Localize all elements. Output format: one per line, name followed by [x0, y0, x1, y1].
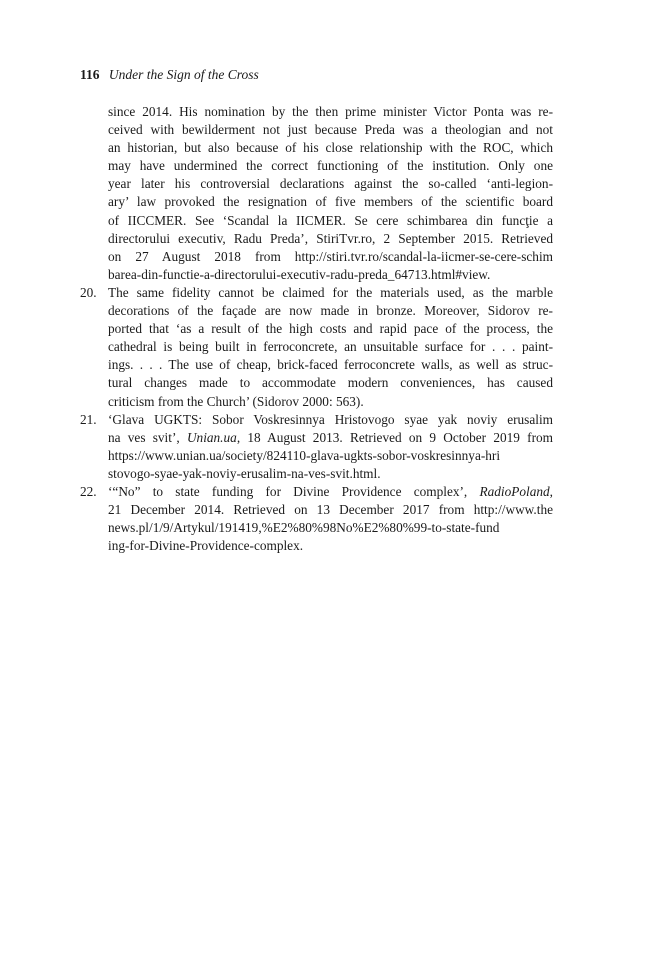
- note-line: stovogo-syae-yak-noviy-erusalim-na-ves-svit.html.: [108, 465, 381, 481]
- endnote-continuation: [80, 103, 553, 284]
- book-title: Under the Sign of the Cross: [108, 67, 259, 82]
- endnote-21: [80, 411, 553, 483]
- running-head: [80, 66, 259, 84]
- source-title: Unian.ua: [186, 429, 237, 445]
- note-line: ings. . . . The use of cheap, brick-faced ferroconcrete walls, as well as struc-: [108, 357, 553, 373]
- note-line: decorations of the façade are now made in bronze. Moreover, Sidorov re-: [108, 303, 553, 319]
- note-text: ,: [549, 483, 553, 499]
- note-line: ‘Glava UGKTS: Sobor Voskresinnya Hristovogo syae yak noviy erusalim: [108, 411, 553, 427]
- endnote-20: [80, 284, 553, 411]
- note-line: ported that ‘as a result of the high costs and rapid pace of the process, the: [108, 321, 553, 337]
- note-line: directorului executiv, Radu Preda’, StiriTvr.ro, 2 September 2015. Retrieved: [108, 230, 553, 246]
- note-line: The same fidelity cannot be claimed for the materials used, as the marble: [108, 284, 553, 300]
- note-line: news.pl/1/9/Artykul/191419,%E2%80%98No%E2%80%99-to-state-fund: [108, 520, 500, 536]
- note-number: 21.: [80, 411, 97, 427]
- note-line: since 2014. His nomination by the then prime minister Victor Ponta was re-: [108, 104, 553, 119]
- note-number: 20.: [80, 284, 97, 300]
- note-line: barea-din-functie-a-directorului-executiv-radu-preda_64713.html#view.: [108, 266, 491, 282]
- endnote-22: [80, 483, 553, 555]
- note-line: cathedral is being built in ferroconcrete, an unsuitable surface for . . . paint-: [108, 339, 553, 355]
- note-text: ‘“No” to state funding for Divine Providence complex’,: [108, 483, 480, 499]
- note-line: an historian, but also because of his close relationship with the ROC, which: [108, 140, 553, 156]
- note-line: criticism from the Church’ (Sidorov 2000: 563).: [108, 393, 364, 409]
- note-line: may have undermined the correct functioning of the institution. Only one: [108, 158, 553, 174]
- page-number: 116: [80, 67, 100, 82]
- note-line: [108, 483, 553, 501]
- note-line: on 27 August 2018 from http://stiri.tvr.ro/scandal-la-iicmer-se-cere-schim: [108, 248, 553, 264]
- note-line: ary’ law provoked the resignation of five members of the scientific board: [108, 194, 553, 210]
- note-line: ing-for-Divine-Providence-complex.: [108, 538, 304, 554]
- note-text: , 18 August 2013. Retrieved on 9 October 2019 from: [236, 429, 553, 445]
- note-text: na ves svit’,: [108, 429, 187, 445]
- note-line: of IICCMER. See ‘Scandal la IICMER. Se cere schimbarea din funcţie a: [108, 212, 553, 228]
- source-title: RadioPoland: [479, 483, 550, 499]
- note-line: year later his controversial declarations against the so-called ‘anti-legion-: [108, 176, 553, 192]
- note-line: tural changes made to accommodate modern conveniences, has caused: [108, 375, 553, 391]
- note-line: 21 December 2014. Retrieved on 13 December 2017 from http://www.the: [108, 502, 553, 518]
- note-line: [108, 429, 553, 447]
- note-line: https://www.unian.ua/society/824110-glava-ugkts-sobor-voskresinnya-hri: [108, 447, 501, 463]
- note-line: ceived with bewilderment not just because Preda was a theologian and not: [108, 122, 553, 138]
- endnotes-list: [80, 103, 553, 555]
- note-number: 22.: [80, 483, 97, 499]
